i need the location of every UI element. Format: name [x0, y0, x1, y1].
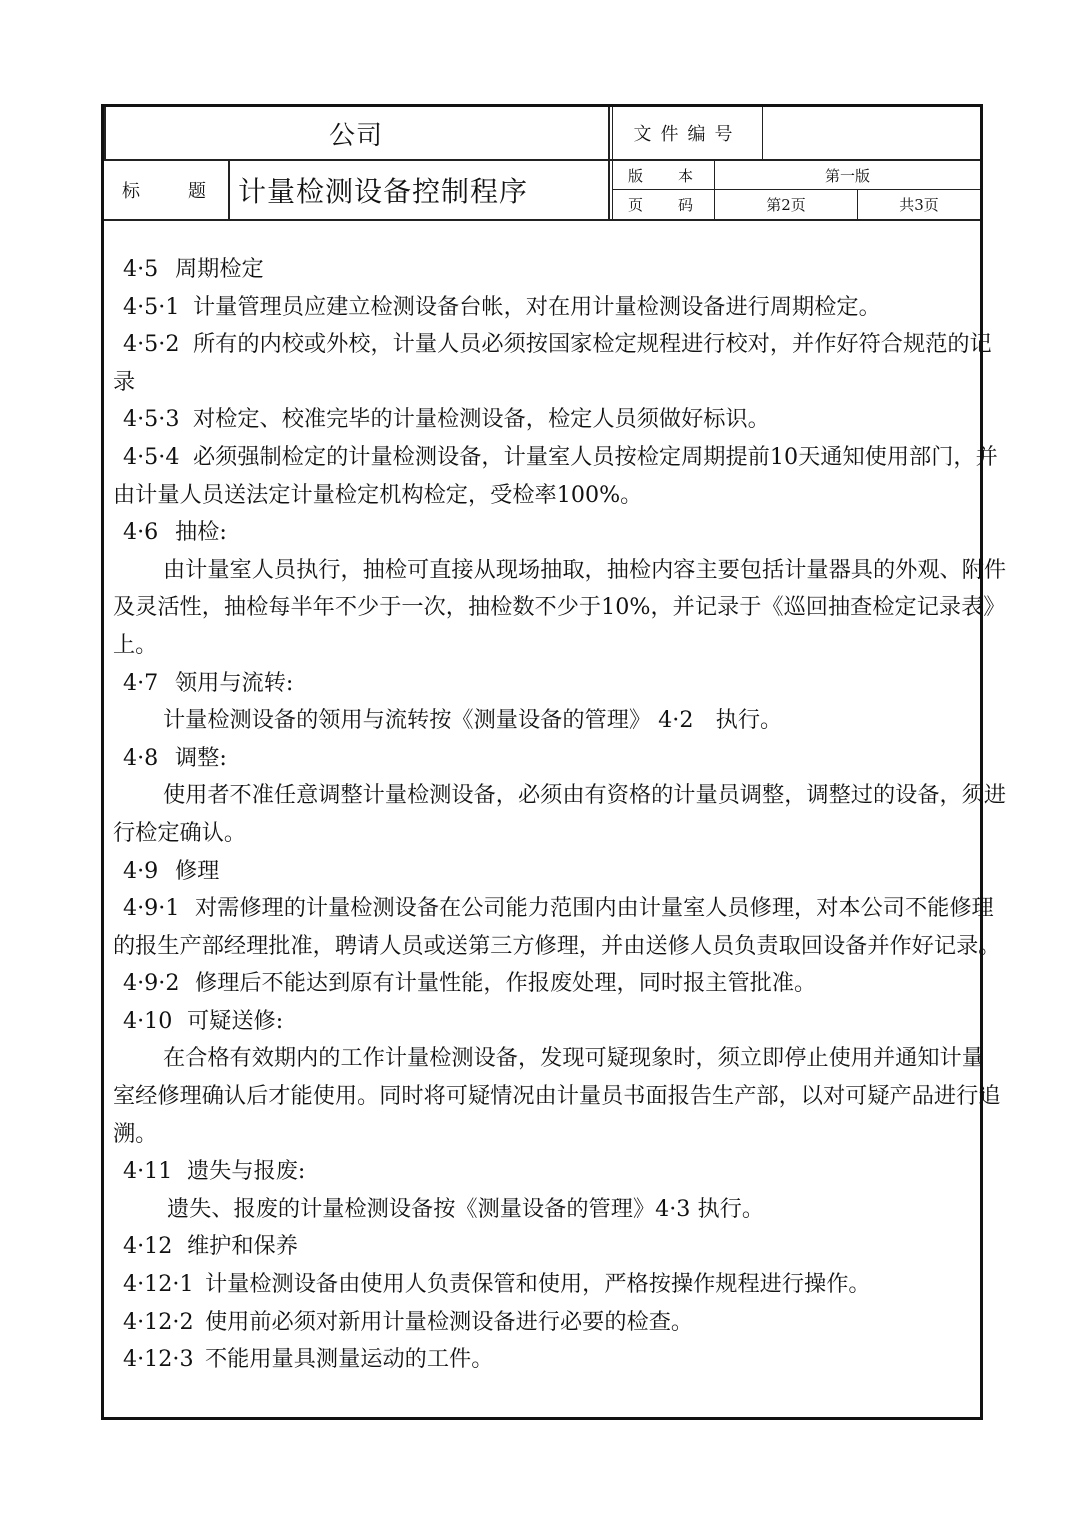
section-number: 4·5·4 [123, 443, 180, 470]
paragraph-line [113, 552, 1007, 590]
paragraph-line [113, 1003, 975, 1041]
paragraph-line [113, 589, 1006, 627]
paragraph-line [113, 928, 1001, 966]
section-number: 4·12 [123, 1233, 173, 1260]
line-text: 遗失与报废: [187, 1158, 306, 1185]
section-number: 4·6 [123, 519, 159, 546]
line-text: 必须强制检定的计量检测设备，计量室人员按检定周期提前10天通知使用部门，并 [193, 443, 998, 470]
paragraph-line [113, 514, 975, 552]
section-number: 4·11 [123, 1158, 173, 1185]
document-body [113, 251, 1007, 1379]
document-frame [101, 104, 1007, 1420]
version-label-2: 本 [678, 166, 694, 185]
title-label-1: 标 [122, 181, 140, 202]
line-text: 计量检测设备由使用人负责保管和使用，严格按操作规程进行操作。 [205, 1271, 871, 1298]
paragraph-line [113, 890, 994, 928]
section-number: 4·8 [123, 744, 159, 771]
line-text: 计量管理员应建立检测设备台帐，对在用计量检测设备进行周期检定。 [193, 293, 881, 320]
paragraph-line [113, 627, 975, 665]
section-number: 4·5 [123, 256, 159, 282]
company-name: 公司 [328, 120, 383, 151]
paragraph-line [113, 665, 975, 703]
paragraph-line [113, 1116, 975, 1154]
line-text: 不能用量具测量运动的工件。 [205, 1346, 494, 1373]
paragraph-line [113, 289, 975, 327]
section-number: 4·5·1 [123, 293, 180, 320]
section-number: 4·9·2 [123, 970, 180, 997]
section-number: 4·5·2 [123, 331, 180, 358]
paragraph-line [113, 965, 975, 1003]
header-table [104, 107, 980, 221]
line-text: 修理后不能达到原有计量性能，作报废处理，同时报主管批准。 [195, 970, 817, 997]
doc-number-label: 文件编号 [633, 124, 742, 145]
paragraph-line [113, 1191, 975, 1229]
paragraph-line [113, 401, 975, 439]
line-text: 录 [113, 368, 136, 395]
paragraph-line [113, 702, 975, 740]
line-text: 由计量人员送法定计量检定机构检定，受检率100%。 [113, 481, 643, 508]
section-number: 4·7 [123, 669, 159, 696]
paragraph-line [113, 1153, 975, 1191]
line-text: 所有的内校或外校，计量人员必须按国家检定规程进行校对，并作好符合规范的记 [193, 331, 992, 358]
line-text: 由计量室人员执行，抽检可直接从现场抽取，抽检内容主要包括计量器具的外观、附件 [163, 556, 1007, 583]
paragraph-line [113, 1040, 984, 1078]
paragraph-line [113, 326, 992, 364]
line-text: 使用前必须对新用计量检测设备进行必要的检查。 [205, 1308, 694, 1335]
paragraph-line [113, 853, 975, 891]
line-text: 遗失、报废的计量检测设备按《测量设备的管理》4·3 执行。 [167, 1195, 765, 1222]
line-text: 可疑送修: [187, 1007, 284, 1034]
paragraph-line [113, 777, 1007, 815]
paragraph-line [113, 1266, 975, 1304]
line-text: 溯。 [113, 1120, 158, 1147]
line-text: 室经修理确认后才能使用。同时将可疑情况由计量员书面报告生产部，以对可疑产品进行追 [113, 1083, 1001, 1110]
line-text: 上。 [113, 631, 158, 658]
line-text: 抽检: [175, 519, 227, 546]
header-bottom-rule [104, 219, 980, 221]
paragraph-line [113, 1341, 975, 1379]
line-text: 在合格有效期内的工作计量检测设备，发现可疑现象时，须立即停止使用并通知计量 [163, 1045, 984, 1072]
paragraph-line [113, 251, 975, 289]
line-text: 及灵活性，抽检每半年不少于一次，抽检数不少于10%，并记录于《巡回抽查检定记录表》 [113, 594, 1006, 621]
line-text: 调整: [175, 744, 227, 771]
paragraph-line [113, 815, 975, 853]
paragraph-line [113, 740, 975, 778]
section-number: 4·12·3 [123, 1346, 194, 1373]
section-number: 4·9 [123, 857, 159, 884]
line-text: 领用与流转: [175, 669, 294, 696]
doc-number-value [763, 107, 980, 159]
title-label-divider [228, 161, 230, 219]
version-label-1: 版 [628, 166, 644, 185]
line-text: 维护和保养 [187, 1233, 298, 1260]
page-label-1: 页 [628, 196, 644, 214]
section-number: 4·9·1 [123, 895, 180, 922]
page-label-2: 码 [678, 196, 694, 214]
line-text: 使用者不准任意调整计量检测设备，必须由有资格的计量员调整，调整过的设备，须进 [163, 782, 1007, 809]
line-text: 修理 [175, 857, 220, 884]
paragraph-line [113, 477, 975, 515]
total-pages: 共3页 [899, 196, 939, 214]
page-value: 第2页 [766, 196, 806, 214]
section-number: 4·12·2 [123, 1308, 194, 1335]
title-label-2: 题 [188, 181, 206, 202]
section-number: 4·10 [123, 1007, 173, 1034]
section-number: 4·5·3 [123, 406, 180, 433]
line-text: 周期检定 [175, 256, 264, 282]
header-divider [608, 107, 610, 219]
version-value: 第一版 [824, 166, 870, 185]
line-text: 计量检测设备的领用与流转按《测量设备的管理》 4·2 执行。 [163, 707, 783, 734]
line-text: 行检定确认。 [113, 819, 247, 846]
paragraph-line [113, 439, 998, 477]
paragraph-line [113, 1228, 975, 1266]
section-number: 4·12·1 [123, 1271, 194, 1298]
paragraph-line [113, 364, 975, 402]
paragraph-line [113, 1078, 1001, 1116]
line-text: 对检定、校准完毕的计量检测设备，检定人员须做好标识。 [193, 406, 770, 433]
line-text: 对需修理的计量检测设备在公司能力范围内由计量室人员修理，对本公司不能修理 [195, 895, 994, 922]
document-title: 计量检测设备控制程序 [238, 175, 529, 208]
paragraph-line [113, 1304, 975, 1342]
line-text: 的报生产部经理批准，聘请人员或送第三方修理，并由送修人员负责取回设备并作好记录。 [113, 932, 1001, 959]
